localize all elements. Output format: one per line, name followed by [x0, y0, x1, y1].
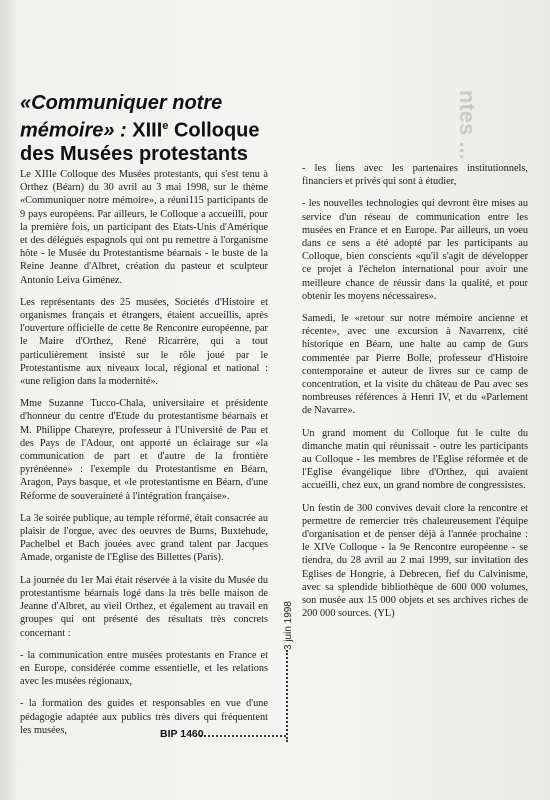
paragraph: Mme Suzanne Tucco-Chala, universitaire et présidente d'honneur du centre d'Etude du protestantisme béarnais et M. Philippe Chareyre, professeur à l'Université de Pau et des Pays de l'Adour, ont apporté un éclairage sur «la communication de part et d'autre de la frontière pyrénéenne» : l'exemple du Protestantisme en Béarn, Aragon, Pays basque, et «le protestantisme en Béarn, d'une Réforme de souveraineté à l'intégration française».	[20, 398, 268, 502]
article-title	[20, 92, 290, 166]
title-sup: e	[162, 120, 169, 132]
bleed-through-text: ntes ...	[455, 90, 480, 160]
paragraph: Samedi, le «retour sur notre mémoire ancienne et récente», avec une excursion à Navarrenx, cité historique en Béarn, une halte au camp de Gurs commentée par Pierre Bolle, professeur d'Histoire contemporaine et auteur de livres sur ce camp de concentration, et la visite du château de Pau avec ses nombreuses références à Henri IV, et du «Parlement de Navarre».	[302, 313, 528, 417]
paragraph: La journée du 1er Mai était réservée à la visite du Musée du protestantisme béarnais logé dans la très belle maison de Jeanne d'Albret, au vieil Orthez, et également au travail en groupes qui ont présenté des résultats très concrets concernant :	[20, 574, 268, 639]
right-column	[302, 162, 528, 630]
paragraph: La 3e soirée publique, au temple réformé, était consacrée au plaisir de l'orgue, avec des oeuvres de Burns, Buxtehude, Pachelbel et Bach jouées avec grand talent par Jacques Amade, organiste de l'Eglise des Billettes (Paris).	[20, 512, 268, 564]
paragraph: - les nouvelles technologies qui devront être mises au service d'un réseau de communication entre les musées en France et en Europe. Par ailleurs, un voeu dans ce sens a été adopté par les participants au Colloque, bien conscients «qu'il s'agit de développer ce projet à l'échelon international pour avoir une meilleure chance de réussir dans la qualité, et pour obtenir les moyens nécessaires».	[302, 198, 528, 302]
vertical-dotted-rule	[286, 650, 288, 742]
title-part2: Colloque des Musées protestants	[20, 119, 260, 165]
paragraph: Les représentants des 25 musées, Sociétés d'Histoire et organismes français et étrangers, étaient accueillis, après l'ouverture officielle de cette 8e Rencontre européenne, par le Maire d'Orthez, René Ricarrère, qui a tout particulièrement insisté sur le rôle joué par le Protestantisme aux niveaux local, régional et national : «une religion dans la modernité».	[20, 296, 268, 388]
paragraph: Un festin de 300 convives devait clore la rencontre et permettre de remercier très chaleureusement l'équipe d'organisation et de penser déjà à l'année prochaine : le XIVe Colloque - la 9e Rencontre européenne - se tiendra, du 28 avril au 2 mai 1999, sur invitation des Eglises de Hongrie, à Debrecen, fief du Calvinisme, avec sa splendide bibliothèque de 600 000 volumes, son musée aux 15 000 objets et ses archives riches de 200 000 sources. (YL)	[302, 502, 528, 620]
horizontal-dotted-rule	[200, 735, 286, 737]
paragraph: - la communication entre musées protestants en France et en Europe, considérée comme essentielle, et les relations avec les musées régionaux,	[20, 649, 268, 688]
paragraph: - la formation des guides et responsables en vue d'une pédagogie adaptée aux publics très divers qui fréquentent les musées,	[20, 698, 268, 736]
title-roman: XIII	[132, 119, 163, 142]
issue-date: 3 juin 1998	[283, 601, 294, 650]
paragraph: - les liens avec les partenaires institutionnels, financiers et privés qui sont à étudier,	[302, 163, 528, 188]
left-column	[20, 168, 268, 746]
footer-issue-number: BIP 1460	[160, 728, 204, 740]
paragraph: Le XIIIe Colloque des Musées protestants, qui s'est tenu à Orthez (Béarn) du 30 avril au 3 mai 1998, sur le thème «Communiquer notre mémoire», a réuni115 participants de 9 pays européens. Par ailleurs, le Colloque a accueilli, pour la première fois, un participant des Etats-Unis d'Amérique et des délégués espagnols qui ont pu remettre à l'organisme hôte - le Musée du Protestantisme béarnais - le buste de la Reine Jeanne d'Albret, création du pasteur et sculpteur Antonio Leiva Giménez.	[20, 169, 268, 286]
paragraph: Un grand moment du Colloque fut le culte du dimanche matin qui réunissait - outre les participants au Colloque - les membres de l'Eglise réformée et de l'Eglise évangélique libre d'Orthez, qui avaient accueilli, chez eux, un grand nombre de congressistes.	[302, 427, 528, 492]
title-part1: «Communiquer notre mémoire» :	[20, 92, 223, 142]
